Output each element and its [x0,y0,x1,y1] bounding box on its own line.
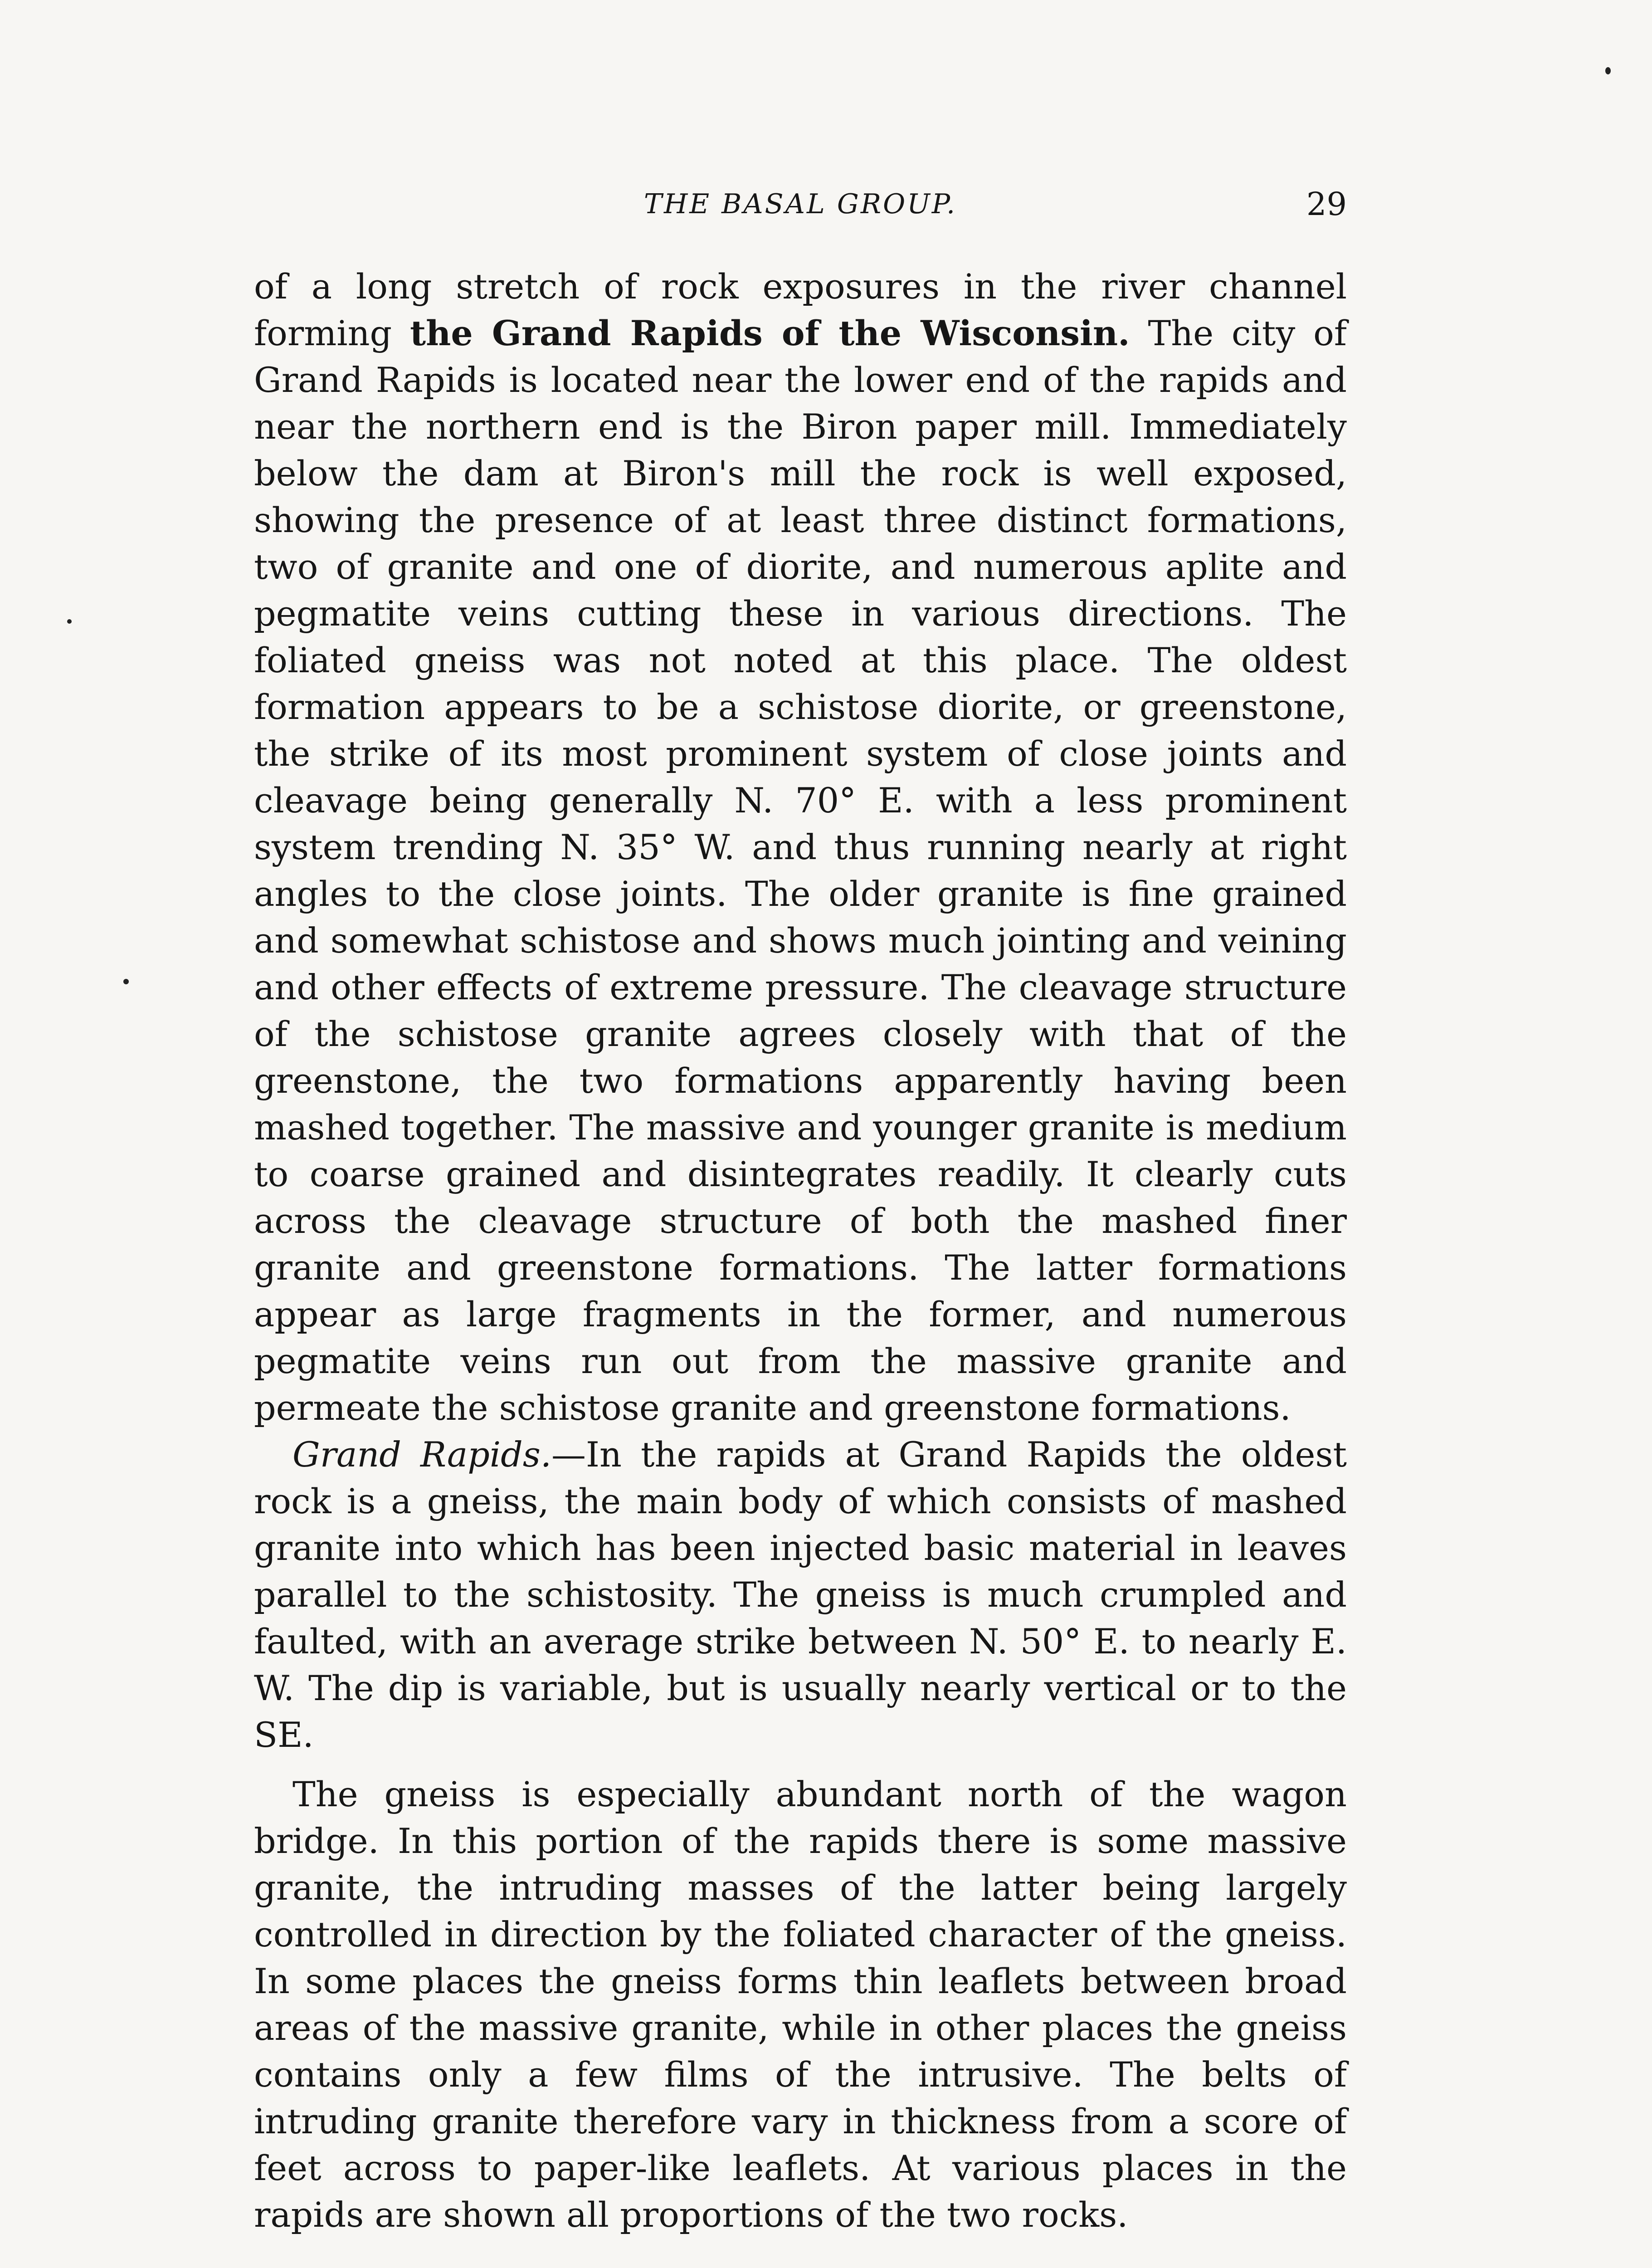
scan-speck [1605,67,1611,74]
body-text [254,263,1347,2238]
section-heading-italic: Grand Rapids. [292,1434,551,1475]
bold-phrase: the Grand Rapids of the Wisconsin. [410,313,1130,353]
text-span: The gneiss is especially abundant north of the wagon bridge. In this portion of the rapids there is some massive granite, the intruding masses of the latter being largely controlled in direction by the foliated character of the gneiss. In some places the gneiss forms thin leaflets between broad areas of the massive granite, while in other places the gneiss contains only a few films of the intrusive. The belts of intruding granite therefore vary in thickness from a score of feet across to paper-like leaflets. At various places in the rapids are shown all proportions of the two rocks. [254,1774,1347,2235]
paragraph-2 [254,1431,1347,1758]
scan-speck [67,619,72,624]
text-span: —In the rapids at Grand Rapids the oldest rock is a gneiss, the main body of which consists of mashed granite into which has been injected basic material in leaves parallel to the schistosity. The gneiss is much crumpled and faulted, with an average strike between N. 50° E. to nearly E. W. The dip is variable, but is usually nearly vertical or to the SE. [254,1434,1347,1755]
text-span: of a long stretch of rock exposures in the river channel forming [254,266,1347,353]
paragraph-3 [254,1771,1347,2238]
text-span: The city of Grand Rapids is located near the lower end of the rapids and near the northern end is the Biron paper mill. Immediately below the dam at Biron's mill the rock is well exposed, showing the presence of at least three distinct formations, two of granite and one of diorite, and numerous aplite and pegmatite veins cutting these in various directions. The foliated gneiss was not noted at this place. The oldest formation appears to be a schistose diorite, or greenstone, the strike of its most prominent system of close joints and cleavage being generally N. 70° E. with a less prominent system trending N. 35° W. and thus running nearly at right angles to the close joints. The older granite is fine grained and somewhat schistose and shows much jointing and veining and other effects of extreme pressure. The cleavage structure of the schistose granite agrees closely with that of the greenstone, the two formations apparently having been mashed together. The massive and younger granite is medium to coarse grained and disintegrates readily. It clearly cuts across the cleavage structure of both the mashed finer granite and greenstone formations. The latter formations appear as large fragments in the former, and numerous pegmatite veins run out from the massive granite and permeate the schistose granite and greenstone formations. [254,313,1347,1428]
running-title: THE BASAL GROUP. [643,188,957,220]
paragraph-1 [254,263,1347,1431]
running-head [254,184,1347,225]
scan-speck [123,979,129,984]
page-number: 29 [1306,186,1347,223]
